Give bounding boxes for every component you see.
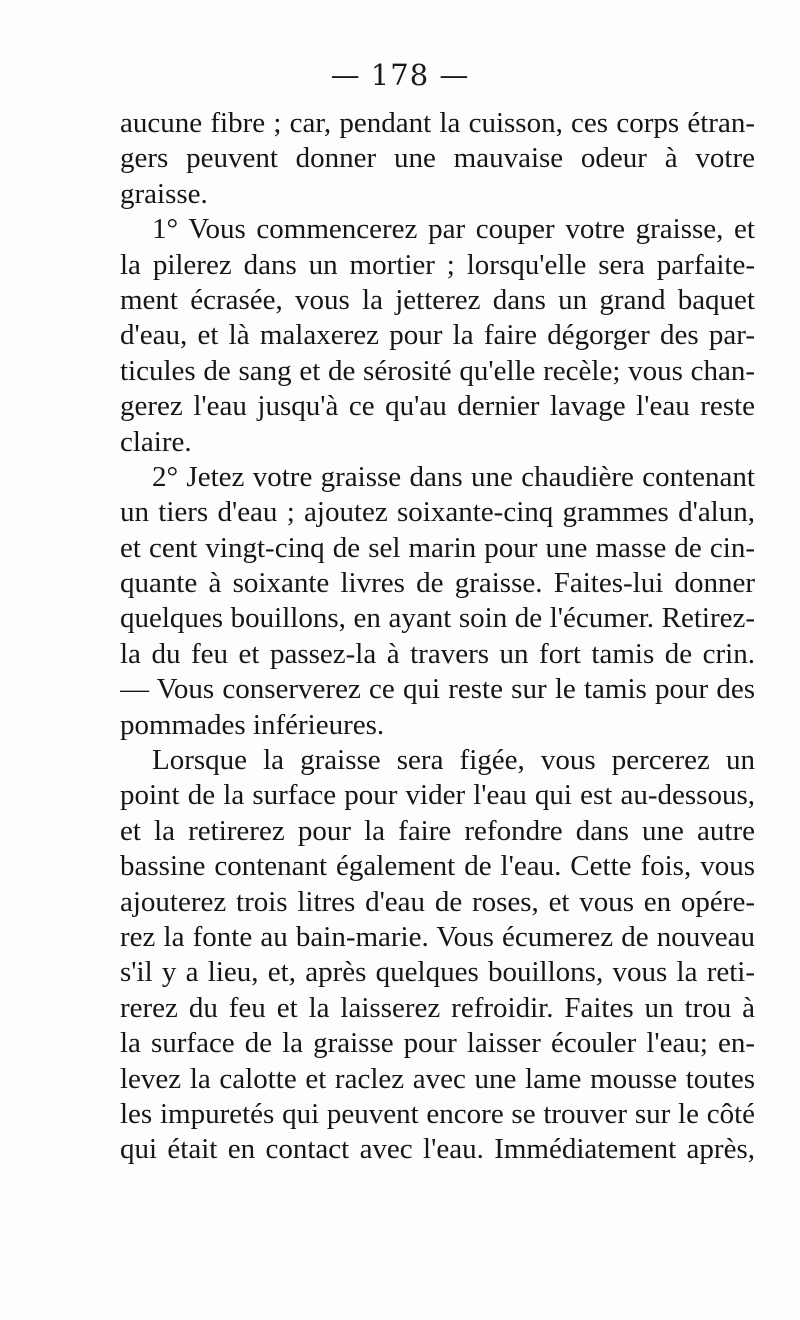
text-line: point de la surface pour vider l'eau qui est au-dessous,: [120, 779, 755, 812]
text-line: ajouterez trois litres d'eau de roses, et vous en opére-: [120, 885, 755, 918]
text-line: levez la calotte et raclez avec une lame mousse toutes: [120, 1062, 755, 1095]
text-line: gers peuvent donner une mauvaise odeur à votre: [120, 142, 755, 175]
text-line: rez la fonte au bain-marie. Vous écumerez de nouveau: [120, 920, 755, 953]
text-line: et cent vingt-cinq de sel marin pour une masse de cin-: [120, 531, 755, 564]
text-line: graisse.: [120, 177, 208, 210]
text-line: la pilerez dans un mortier ; lorsqu'elle sera parfaite-: [120, 248, 755, 281]
text-line: Lorsque la graisse sera figée, vous percerez un: [152, 744, 755, 777]
text-line: un tiers d'eau ; ajoutez soixante-cinq grammes d'alun,: [120, 496, 755, 529]
text-line: qui était en contact avec l'eau. Immédiatement après,: [120, 1133, 755, 1166]
text-line: la du feu et passez-la à travers un fort tamis de crin.: [120, 637, 755, 670]
text-line: aucune fibre ; car, pendant la cuisson, ces corps étran-: [120, 107, 755, 139]
text-line: quante à soixante livres de graisse. Faites-lui donner: [120, 567, 755, 600]
text-line: la surface de la graisse pour laisser écouler l'eau; en-: [120, 1027, 755, 1060]
text-line: claire.: [120, 425, 192, 458]
text-line: les impuretés qui peuvent encore se trouver sur le côté: [120, 1097, 755, 1130]
text-line: 1° Vous commencerez par couper votre graisse, et: [152, 213, 755, 246]
text-line: d'eau, et là malaxerez pour la faire dégorger des par-: [120, 319, 755, 352]
text-line: pommades inférieures.: [120, 708, 385, 741]
text-line: quelques bouillons, en ayant soin de l'écumer. Retirez-: [120, 602, 755, 635]
body-text: [120, 106, 755, 1168]
text-line: ticules de sang et de sérosité qu'elle recèle; vous chan-: [120, 354, 755, 387]
text-line: ment écrasée, vous la jetterez dans un grand baquet: [120, 283, 755, 316]
text-line: — Vous conserverez ce qui reste sur le tamis pour des: [120, 673, 755, 706]
page-number: — 178 —: [330, 58, 470, 92]
text-line: rerez du feu et la laisserez refroidir. Faites un trou à: [120, 991, 755, 1024]
text-line: bassine contenant également de l'eau. Cette fois, vous: [120, 850, 755, 883]
text-line: s'il y a lieu, et, après quelques bouillons, vous la reti-: [120, 956, 755, 989]
text-line: 2° Jetez votre graisse dans une chaudière contenant: [152, 460, 755, 493]
text-line: gerez l'eau jusqu'à ce qu'au dernier lavage l'eau reste: [120, 390, 755, 423]
text-line: et la retirerez pour la faire refondre dans une autre: [120, 814, 755, 847]
